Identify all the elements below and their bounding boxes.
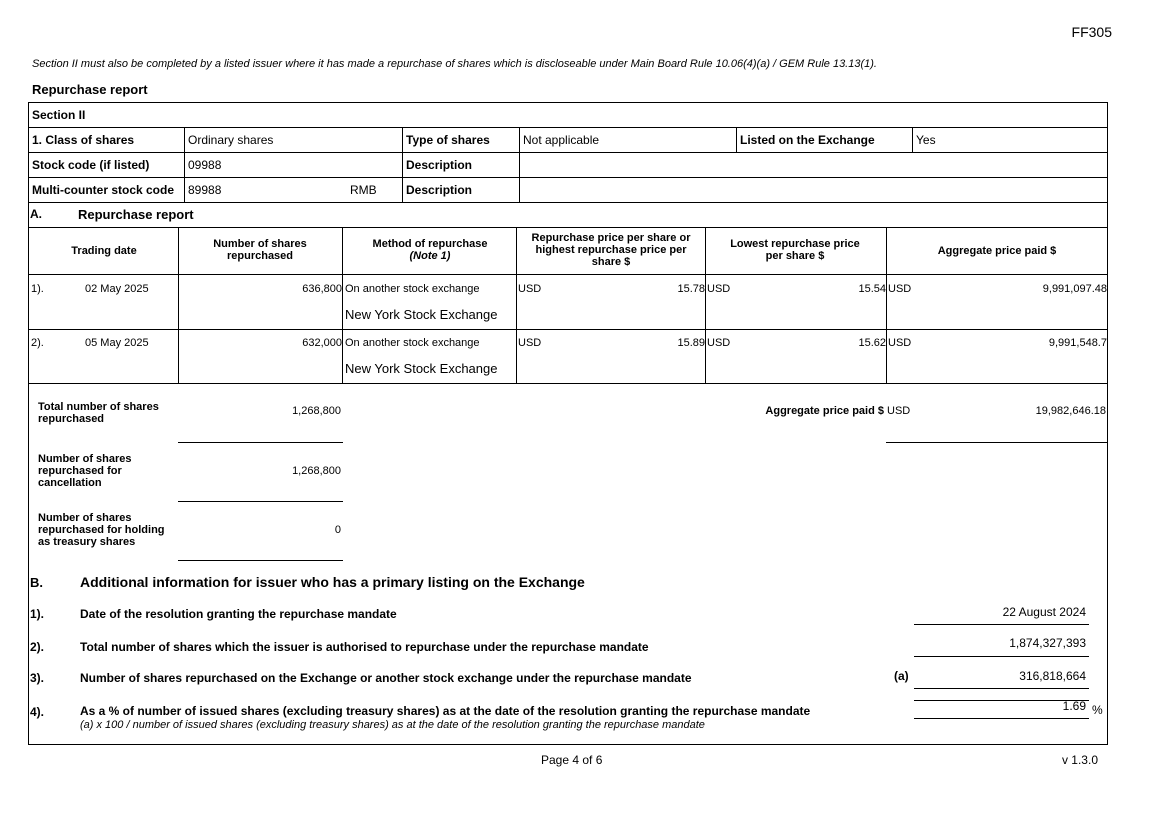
cancel-value: 1,268,800 [292, 465, 341, 477]
b-item-subtext: (a) x 100 / number of issued shares (excluding treasury shares) as at the date of the resolution granting the repurchase mandate [80, 719, 705, 731]
type-value: Not applicable [523, 133, 600, 147]
b-item-index: 1). [30, 607, 45, 621]
b-item-value: 22 August 2024 [1002, 605, 1086, 619]
stock-code-label: Stock code (if listed) [32, 158, 150, 172]
row-shares: 632,000 [302, 337, 342, 349]
row-date: 05 May 2025 [85, 337, 149, 349]
agg-total-value: 19,982,646.18 [1035, 405, 1106, 417]
section-b-letter: B. [30, 575, 43, 590]
b-item-marker: (a) [894, 669, 909, 683]
version: v 1.3.0 [1061, 753, 1098, 767]
row-agg-currency: USD [888, 283, 912, 295]
total-label: Total number of shares repurchased [38, 401, 159, 425]
report-title: Repurchase report [32, 82, 148, 97]
col-method-note: (Note 1) [409, 250, 451, 262]
b-item-text: As a % of number of issued shares (excluding treasury shares) as at the date of the resolution granting the repurchase mandate [80, 704, 811, 718]
frame-left [28, 102, 29, 744]
row-exchange: New York Stock Exchange [345, 307, 498, 322]
row-aggregate: 9,991,548.7 [1048, 337, 1107, 349]
b-item-index: 2). [30, 640, 45, 654]
row-high-price: 15.89 [677, 337, 705, 349]
b-item-index: 3). [30, 671, 45, 685]
section-a-title: Repurchase report [78, 207, 194, 222]
row-low-price: 15.54 [858, 283, 886, 295]
row-low-currency: USD [707, 283, 731, 295]
class-label: 1. Class of shares [32, 133, 135, 147]
row-aggregate: 9,991,097.48 [1042, 283, 1107, 295]
col-price-low: Lowest repurchase price per share $ [730, 238, 860, 262]
col-method: Method of repurchase [372, 238, 488, 250]
b-item-text: Date of the resolution granting the repurchase mandate [80, 607, 397, 621]
b-item-text: Number of shares repurchased on the Exchange or another stock exchange under the repurchase mandate [80, 671, 692, 685]
cancel-label: Number of shares repurchased for cancellation [38, 453, 132, 489]
frame-right [1107, 102, 1108, 744]
row-date: 02 May 2025 [85, 283, 149, 295]
row-low-currency: USD [707, 337, 731, 349]
multi-counter-label: Multi-counter stock code [32, 183, 175, 197]
row-agg-currency: USD [888, 337, 912, 349]
frame-bottom [28, 744, 1108, 745]
row-high-price: 15.78 [677, 283, 705, 295]
b-item-index: 4). [30, 705, 45, 719]
b-item-value: 1,874,327,393 [1009, 636, 1086, 650]
class-value: Ordinary shares [188, 133, 274, 147]
col-trading-date: Trading date [71, 245, 137, 257]
type-label: Type of shares [406, 133, 490, 147]
row-shares: 636,800 [302, 283, 342, 295]
row-index: 2). [31, 337, 44, 349]
col-price-high: Repurchase price per share or highest repurchase price per share $ [531, 232, 691, 268]
row-high-currency: USD [518, 283, 542, 295]
treasury-value: 0 [334, 524, 341, 536]
section-b-title: Additional information for issuer who has a primary listing on the Exchange [80, 574, 585, 590]
section-label: Section II [32, 108, 86, 122]
b-item-value: 1.69 [1062, 699, 1086, 713]
multi-counter-value: 89988 [188, 183, 222, 197]
treasury-label: Number of shares repurchased for holding as treasury shares [38, 512, 165, 548]
row-exchange: New York Stock Exchange [345, 361, 498, 376]
row-method: On another stock exchange [345, 283, 480, 295]
description-label: Description [406, 158, 473, 172]
total-value: 1,268,800 [292, 405, 341, 417]
row-low-price: 15.62 [858, 337, 886, 349]
b-item-value: 316,818,664 [1019, 669, 1086, 683]
col-shares: Number of shares repurchased [213, 238, 307, 262]
frame-top [28, 102, 1108, 103]
row-high-currency: USD [518, 337, 542, 349]
row-method: On another stock exchange [345, 337, 480, 349]
percent-unit: % [1092, 703, 1103, 717]
intro-note: Section II must also be completed by a listed issuer where it has made a repurchase of shares which is discloseable under Main Board Rule 10.06(4)(a) / GEM Rule 13.13(1). [32, 58, 877, 70]
col-aggregate: Aggregate price paid $ [937, 245, 1057, 257]
row-index: 1). [31, 283, 44, 295]
agg-total-currency: USD [887, 405, 911, 417]
b-item-text: Total number of shares which the issuer is authorised to repurchase under the repurchase mandate [80, 640, 649, 654]
listed-label: Listed on the Exchange [740, 133, 875, 147]
form-code: FF305 [1071, 24, 1112, 40]
stock-code-value: 09988 [188, 158, 222, 172]
description-label-2: Description [406, 183, 473, 197]
section-a-letter: A. [30, 207, 42, 221]
page-number: Page 4 of 6 [541, 753, 603, 767]
multi-counter-currency: RMB [350, 183, 377, 197]
agg-total-label: Aggregate price paid $ [765, 405, 884, 417]
listed-value: Yes [916, 133, 936, 147]
